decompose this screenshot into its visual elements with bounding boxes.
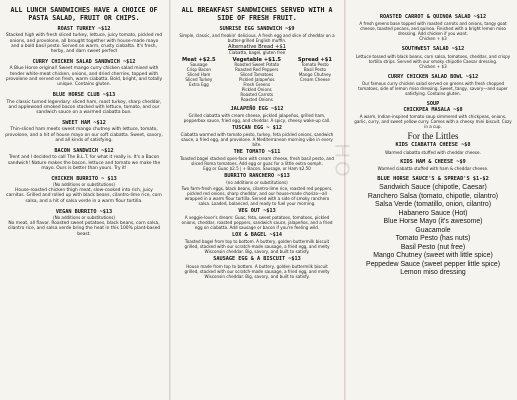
addon-option: Roasted Sweet Potato: [234, 62, 280, 68]
item-note: (No additions or substitutions): [52, 215, 116, 221]
breakfast-column: [176, 0, 338, 400]
item-title: CHICKEN BURRITO ~ $13: [51, 175, 117, 182]
item-desc: House made from top to bottom. A buttery, golden buttermilk biscuit grilled, stacked with our scratch-made sausage, a fried egg, and melty Wisconsin cheddar. Big, savory, and built to satisfy.: [184, 263, 330, 279]
menu-item: [353, 74, 513, 96]
item-desc: Toasted bagel from top to bottom. A buttery, golden buttermilk biscuit grilled, stacked with our scratch-made sausage, a fried egg, and melty Wisconsin cheddar. Big, savory, and built to satisfy.: [184, 239, 330, 255]
item-desc: A fresh greens base topped with roasted carrots and onions, tangy goat cheese, toasted pecans, and quinoa. Finished with a bright lemon miso dressing. Add chicken if you want.: [359, 21, 507, 37]
alt-bread-label: Alternative Bread +$1: [228, 44, 286, 51]
item-title: CHICKPEA MASALA ~$8: [403, 107, 463, 114]
item-title: KIDS CIABATTA CHEESE ~$8: [395, 142, 471, 149]
lunch-column: [2, 0, 166, 400]
addon-option: Mango Chutney: [298, 72, 332, 78]
sauce-item: Guacamole: [415, 226, 451, 234]
sauce-item: Peppedew Sauce (sweet pepper little spice): [365, 260, 501, 268]
fold-line: [169, 0, 171, 400]
item-title: SAUSAGE EGG & A BISCUIT ~$13: [213, 256, 301, 263]
addon-option: Sliced Tomatoes: [240, 72, 274, 78]
addon-option: Fresh Greens: [243, 81, 271, 87]
sauce-item: Salsa Verde (tomatillo, onion, cilantro): [374, 201, 492, 209]
item-desc: A warm, Indian-inspired tomato soup simmered with chickpeas, onions, garlic, curry, and sweet yellow curry. Comes with a cheesy mini biscuit. Cozy in a cup.: [354, 114, 512, 130]
item-title: ROASTED CARROT & QUINOA SALAD ~$12: [379, 14, 487, 20]
menu-item: [179, 256, 335, 278]
addon-head: Spread +$1: [297, 57, 332, 64]
menu-item: [5, 92, 163, 115]
addon-option: Sausage: [190, 62, 208, 68]
addon-meat: [182, 57, 216, 102]
sauce-item: Basil Pesto (nut free): [400, 243, 466, 251]
item-extra: Chicken + $3: [419, 63, 447, 69]
addon-option: Pickled Jalapeños: [239, 77, 275, 83]
item-desc: Warmed ciabatta stuffed with cheddar cheese.: [385, 149, 481, 155]
item-title: VEG OUT ~$13: [238, 207, 276, 214]
menu-item: [353, 46, 513, 68]
menu-item: [179, 208, 335, 230]
item-title: BLUE HORSE CLUB ~$13: [52, 92, 116, 99]
addon-option: Cream Cheese: [299, 77, 330, 83]
sauce-item: Sandwich Sauce (chipotle, Caesar): [379, 184, 487, 192]
item-desc: Grilled ciabatta with cream cheese, pickled jalapeños, grilled ham, pepperbox sauce, fried egg, and cheddar. A spicy, cheesy wake-up call.: [183, 112, 331, 123]
sauce-item: Habanero Sauce (Hot): [398, 209, 468, 217]
menu-item: [179, 149, 335, 171]
item-extra: Egg or Guac $2.5 | + Bacon, Sausage, or Ham $2.50: [203, 166, 311, 172]
menu-item: [353, 107, 513, 129]
alt-bread-options: Ciabatta, bagel, gluten free: [228, 50, 286, 56]
menu-item: [5, 148, 163, 171]
item-title: THE TOMATO ~$11: [233, 149, 281, 156]
item-note: (no additions or substitutions): [226, 179, 288, 185]
addon-option: Roasted Red Peppers: [235, 67, 279, 73]
menu-item: [5, 176, 163, 204]
item-desc: House-roasted chicken thigh meat, slow-cooked into rich, juicy carnitas. Grilled and rolled up with black beans, cilantro-lime rice, corn salsa, and a hit of salsa verde in a warm flour tortilla.: [6, 188, 162, 204]
item-desc: A Blue Horse original! Sweet mango curry chicken salad mixed with tender white-meat chicken, onions, and dried cherries, topped with provolone and served on fresh, warm ciabatta. Bold, bright, and totally unique. Contains gluten.: [5, 66, 163, 88]
sauce-item: Lemon miso dressing: [400, 269, 466, 277]
item-desc: Warmed ciabatta stuffed with ham & cheddar cheese.: [377, 166, 489, 172]
item-desc: Thin-sliced ham meets sweet mango chutney with lettuce, tomato, provolone, and a hit of house mayo on our soft ciabatta. Sweet, savory, and all kinds of satisfying.: [5, 127, 163, 143]
lunch-heading: ALL LUNCH SANDWICHES HAVE A CHOICE OF PASTA SALAD, FRUIT OR CHIPS.: [10, 6, 158, 22]
item-desc: Toasted bagel stacked open-face with cream cheese, fresh basil pesto, and sliced Roma tomatoes. Add egg or guac for a little extra oomph.: [180, 156, 334, 167]
addon-option: Crisp Bacon: [186, 67, 211, 73]
menu-item: [5, 59, 163, 87]
item-title: SWEET HAM ~$12: [62, 120, 106, 127]
soup-heading: SOUP: [426, 100, 440, 107]
sauce-item: Tomato Pesto (has nuts): [395, 235, 471, 243]
item-title: BACON SANDWICH ~$12: [54, 148, 114, 155]
addon-option: Extra Egg: [188, 81, 209, 87]
addon-option: Basil Pesto: [303, 67, 326, 73]
addon-option: Sliced Ham: [187, 72, 211, 78]
item-desc: Lettuce tossed with black beans, corn salsa, tomatoes, cheddar, and crispy tortilla strips. Served with our smoky chipotle Caesar dressing.: [355, 53, 511, 64]
addon-head: Meat +$2.5: [182, 57, 216, 64]
item-extra: Chicken + $3: [419, 36, 447, 42]
item-desc: Two farm-fresh eggs, black beans, cilantro-lime rice, roasted red peppers, pickled red onions, sharp cheddar, and our house-made chorizo—all wrapped in a warm flour tortilla. Served with a side of smoky ranchero salsa. Loaded, balanced, and ready to fuel your morning.: [181, 185, 333, 206]
menu-item: [179, 125, 335, 147]
addon-option: Tomato Pesto: [301, 62, 329, 68]
addon-head: Vegetable +$1.5: [232, 57, 281, 64]
item-desc: Our famous curry chicken salad served on greens with fresh chopped tomatoes, side of lemon miso dressing. Sweet, tangy, savory—and super satisfying. Contains gluten.: [358, 80, 508, 96]
item-note: (No additions or substitutions): [52, 182, 116, 188]
addon-spread: [298, 57, 332, 102]
menu-item: [5, 26, 163, 54]
sauce-item: Blue Horse Mayo (it's awesome): [383, 218, 483, 226]
breakfast-heading: ALL BREAKFAST SANDWICHES SERVED WITH A SIDE OF FRESH FRUIT.: [181, 6, 333, 22]
item-desc: No meat, all flavor. Roasted sweet potatoes, black beans, corn salsa, cilantro rice, and salsa verde bring the heat in this 100% plant-based beast.: [7, 221, 161, 237]
item-title: CURRY CHICKEN SALAD SANDWICH ~$12: [32, 59, 136, 66]
sauce-item: Mango Chutney (sweet with little spice): [373, 252, 493, 260]
addon-option: Sliced Turkey: [185, 77, 213, 83]
addon-vegetable: [233, 57, 281, 102]
menu-item: [353, 159, 513, 171]
menu-item: [5, 209, 163, 237]
item-desc: Trent and I decided to call The B.L.T. for what it really is. It's a Bacon sandwich! Nature makes the bacon, lettuce and tomato we make the mayo. Ours is better than yours. Try it!: [7, 155, 161, 171]
addon-option: Pickled Onions: [241, 86, 272, 92]
item-title: LOX & BAGEL ~$14: [232, 232, 282, 239]
addons-grid: [182, 57, 332, 102]
salads-column: [350, 0, 516, 400]
item-title: ROAST TURKEY ~$12: [57, 26, 111, 32]
item-title: BURRITO RANCHERO ~$13: [224, 173, 290, 180]
item-title: TUSCAN EGG ~ $12: [232, 124, 282, 131]
item-desc: Simple, classic, and freakin' delicious. A fresh egg and slice of cheddar on a butter-grilled English muffin.: [179, 33, 335, 44]
item-title: KIDS HAM & CHEESE ~$9: [400, 158, 466, 165]
item-title: SUNRISE EGG SANDWICH ~$9: [219, 26, 295, 32]
sauces-heading: BLUE HORSE SAUCE'S & SPREAD'S $1-$2: [377, 176, 489, 183]
addon-option: Roasted Onions: [240, 96, 273, 102]
menu-item: [179, 26, 335, 55]
item-title: SOUTHWEST SALAD ~$12: [401, 46, 465, 53]
fold-line: [344, 0, 346, 400]
item-title: JALAPEÑO EGG ~$12: [230, 105, 284, 112]
littles-heading: For the Littles: [407, 131, 459, 142]
item-desc: A veggie-lover's dream: Guac, feta, sweet potatoes, tomatoes, pickled onions, cheddar, roasted peppers, sandwich sauce, jalapeños, and a fried egg on ciabatta. Add sausage or bacon if you're feeling wild.: [181, 215, 333, 231]
item-desc: Stacked high with fresh sliced turkey, lettuce, juicy tomato, pickled red onions, and provolone, all brought together with house-made mayo and a bold basil pesto. Served on warm, crusty ciabatta. It's fresh, herby, and darn sweet perfect: [5, 33, 163, 54]
horse-watermark: HO: [330, 143, 353, 180]
menu-item: [5, 120, 163, 143]
addon-option: Roasted Carrots: [240, 91, 274, 97]
item-desc: Ciabatta warmed with tomato pesto, turkey, feta pickled onions, sandwich sauce, a fried egg, and provolone. A Mediterranean morning vibe in every bite.: [180, 132, 334, 148]
item-title: CURRY CHICKEN SALAD BOWL ~$12: [387, 73, 479, 80]
sauce-item: Ranchero Salsa (tomato, chipotle, cilantro): [367, 192, 499, 200]
item-title: VEGAN BURRITO ~$13: [55, 208, 113, 215]
menu-item: [179, 173, 335, 205]
menu-item: [353, 14, 513, 41]
menu-item: [353, 142, 513, 154]
menu-item: [179, 232, 335, 254]
item-desc: The classic turned legendary: sliced ham, roast turkey, sharp cheddar, and applewood smoked bacon stacked with lettuce, tomato, and our sandwich sauce on a warmed ciabatta bun.: [6, 99, 162, 115]
menu-item: [179, 106, 335, 123]
